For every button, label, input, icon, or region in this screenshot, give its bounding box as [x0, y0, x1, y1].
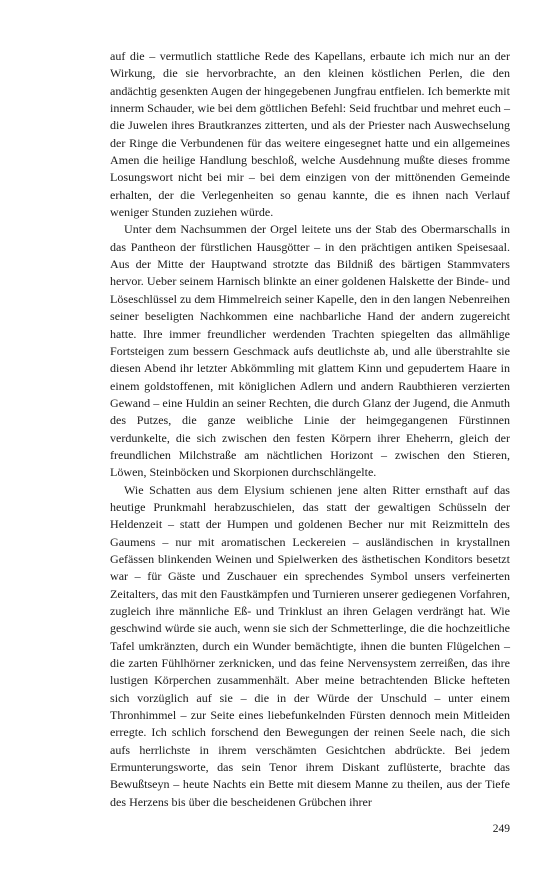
paragraph: Unter dem Nachsummen der Orgel leitete uns der Stab des Obermarschalls in das Pantheon der fürstlichen Hausgötter – in den prächtigen antiken Speisesaal. Aus der Mitte der Hauptwand strotzte das Bildniß des bärtigen Stammvaters hervor. Ueber seinem Harnisch blinkte an einer goldenen Halskette der Binde- und Löseschlüssel zu dem Himmelreich seiner Kapelle, den in den langen Nebenreihen seiner beseligten Nachkommen eine nachbarliche Hand der andern zugereicht hatte. Ihre immer freundlicher werdenden Trachten spiegelten das allmählige Fortsteigen zum bessern Geschmack aufs deutlichste ab, und alle überstrahlte sie diesen Abend ihr letzter Abkömmling mit glattem Kinn und gepudertem Haare in einem goldstoffenen, mit königlichen Adlern und andern Raubthieren verzierten Gewand – eine Huldin an seiner Rechten, die durch Glanz der Jugend, die Anmuth des Putzes, die ganze weibliche Linie der heimgegangenen Fürstinnen verdunkelte, die sich zwischen den festen Körpern ihrer Eheherrn, gleich der freundlichen Milchstraße am nächtlichen Horizont – zwischen den Stieren, Löwen, Steinböcken und Skorpionen durchschlängelte. — [110, 222, 510, 480]
page-number: 249 — [492, 823, 510, 835]
paragraph: Wie Schatten aus dem Elysium schienen jene alten Ritter ernsthaft auf das heutige Prunkmahl herabzuschielen, das statt der gewaltigen Schüsseln der Heldenzeit – statt der Humpen und goldenen Becher nur mit Reizmitteln des Gaumens – nur mit aromatischen Leckereien – ausländischen in krystallnen Gefässen blinkenden Weinen und Spielwerken des ästhetischen Konditors besetzt war – für Gäste und Zuschauer ein sprechendes Symbol unsers verfeinerten Zeitalters, das mit den Faustkämpfen und Turnieren unserer gediegenen Vorfahren, zugleich ihre männliche Eß- und Trinklust an ihren Gelagen verdrängt hat. Wie geschwind würde sie auch, wenn sie sich der Schmetterlinge, die die hochzeitliche Tafel umkränzten, durch ein Wunder bemächtigte, ihnen die bunten Flügelchen – die zarten Fühlhörner zerknicken, und das feine Nervensystem zerreißen, das ihre lustigen Körperchen zusammenhält. Aber meine betrachtenden Blicke hefteten sich vorzüglich auf sie – die in der Würde der Unschuld – unter einem Thronhimmel – zur Seite eines liebefunkelnden Fürsten dennoch mein Mitleiden erregte. Ich schlich forschend den Bewegungen der reinen Seele nach, die sich aufs herrlichste in ihrem verschämten Gesichtchen abdrückte. Bei jedem Ermunterungsworte, das sein Tenor ihrem Diskant zuflüsterte, brachte das Bewußtseyn – heute Nachts ein Bette mit diesem Manne zu theilen, aus der Tiefe des Herzens bis über die bescheidenen Grübchen ihrer — [110, 482, 510, 809]
body-text — [110, 48, 510, 811]
paragraph: auf die – vermutlich stattliche Rede des Kapellans, erbaute ich mich nur an der Wirkung, die sie hervorbrachte, an den kleinen köstlichen Perlen, die den andächtig gesenkten Augen der hingegebenen Jungfrau entfielen. Ich bemerkte mit innerm Schauder, wie bei dem göttlichen Befehl: Seid fruchtbar und mehret euch – die Juwelen ihres Brautkranzes zitterten, und als der Priester nach Auswechselung der Ringe die Verbundenen für das weitere eingesegnet hatte und ein allgemeines Amen die heilige Handlung beschloß, welche Ausdehnung mußte dieses fromme Losungswort nicht bei mir – bei dem einzigen von der mittönenden Gemeinde erhalten, der die Verlegenheiten so genau kannte, die es ihnen nach Verlauf weniger Stunden zuziehen würde. — [110, 49, 510, 220]
